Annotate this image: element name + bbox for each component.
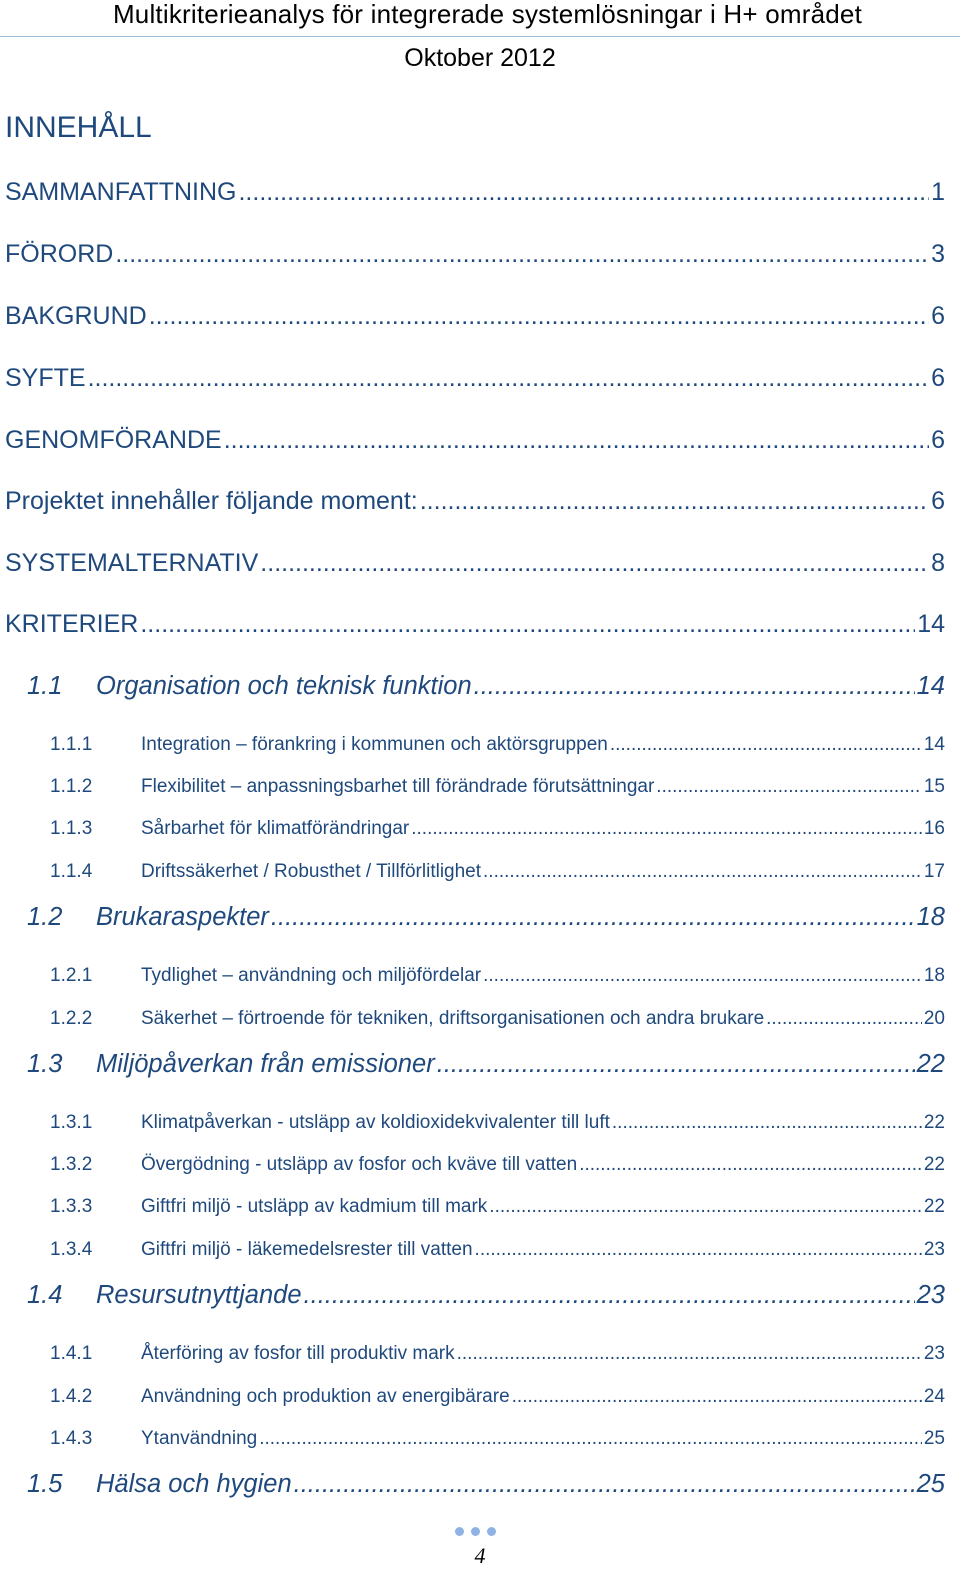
leader-dots bbox=[457, 1343, 922, 1365]
toc-entry-label: Giftfri miljö - utsläpp av kadmium till mark bbox=[141, 1196, 488, 1217]
toc-entry-genomforande[interactable] bbox=[5, 426, 945, 455]
toc-heading: INNEHÅLL bbox=[5, 111, 152, 144]
toc-entry-1-3-1[interactable] bbox=[50, 1112, 945, 1134]
toc-entry-page: 23 bbox=[916, 1281, 945, 1309]
toc-entry-page: 17 bbox=[923, 861, 945, 882]
toc-entry-label: Brukaraspekter bbox=[96, 903, 269, 931]
toc-entry-label: Driftssäkerhet / Robusthet / Tillförlitlighet bbox=[141, 861, 482, 882]
leader-dots bbox=[612, 1112, 922, 1134]
leader-dots bbox=[271, 903, 915, 932]
toc-entry-number: 1.2.1 bbox=[50, 965, 93, 986]
toc-entry-label: KRITERIER bbox=[5, 610, 139, 638]
toc-entry-1-1[interactable] bbox=[27, 672, 945, 701]
toc-entry-1-2[interactable] bbox=[27, 903, 945, 932]
toc-entry-1-1-4[interactable] bbox=[50, 861, 945, 883]
toc-entry-page: 22 bbox=[923, 1154, 945, 1175]
toc-entry-1-2-1[interactable] bbox=[50, 965, 945, 987]
leader-dots bbox=[483, 965, 922, 987]
toc-entry-number: 1.3.1 bbox=[50, 1112, 93, 1133]
toc-entry-page: 16 bbox=[923, 818, 945, 839]
toc-entry-1-3-4[interactable] bbox=[50, 1239, 945, 1261]
toc-entry-page: 24 bbox=[923, 1386, 945, 1407]
leader-dots bbox=[115, 240, 929, 269]
toc-entry-1-3[interactable] bbox=[27, 1050, 945, 1079]
toc-entry-1-3-3[interactable] bbox=[50, 1196, 945, 1218]
toc-entry-page: 6 bbox=[931, 487, 945, 515]
toc-entry-page: 14 bbox=[916, 672, 945, 700]
leader-dots bbox=[766, 1008, 922, 1030]
toc-entry-label: SYFTE bbox=[5, 364, 86, 392]
toc-entry-page: 1 bbox=[931, 178, 945, 206]
leader-dots bbox=[224, 426, 929, 455]
toc-entry-label: Giftfri miljö - läkemedelsrester till vatten bbox=[141, 1239, 473, 1260]
leader-dots bbox=[420, 487, 929, 516]
toc-entry-page: 6 bbox=[931, 364, 945, 392]
toc-entry-number: 1.4.3 bbox=[50, 1428, 93, 1449]
toc-entry-kriterier[interactable] bbox=[5, 610, 945, 639]
leader-dots bbox=[304, 1281, 915, 1310]
toc-entry-sammanfattning[interactable] bbox=[5, 178, 945, 207]
toc-entry-page: 6 bbox=[931, 426, 945, 454]
leader-dots bbox=[489, 1196, 922, 1218]
toc-entry-page: 23 bbox=[923, 1343, 945, 1364]
toc-entry-number: 1.2 bbox=[27, 903, 63, 931]
toc-entry-label: Återföring av fosfor till produktiv mark bbox=[141, 1343, 455, 1364]
toc-entry-number: 1.1.3 bbox=[50, 818, 93, 839]
toc-entry-label: Ytanvändning bbox=[141, 1428, 258, 1449]
toc-entry-page: 18 bbox=[923, 965, 945, 986]
toc-entry-number: 1.3.4 bbox=[50, 1239, 93, 1260]
toc-entry-number: 1.1 bbox=[27, 672, 63, 700]
toc-entry-label: Hälsa och hygien bbox=[96, 1470, 292, 1498]
toc-entry-1-4-3[interactable] bbox=[50, 1428, 945, 1450]
leader-dots bbox=[483, 861, 922, 883]
toc-entry-page: 14 bbox=[917, 610, 945, 638]
toc-entry-number: 1.4.2 bbox=[50, 1386, 93, 1407]
toc-entry-1-2-2[interactable] bbox=[50, 1008, 945, 1030]
toc-entry-label: Användning och produktion av energibärare bbox=[141, 1386, 510, 1407]
toc-entry-label: Säkerhet – förtroende för tekniken, driftsorganisationen och andra brukare bbox=[141, 1008, 765, 1029]
toc-entry-label: Organisation och teknisk funktion bbox=[96, 672, 472, 700]
toc-entry-page: 8 bbox=[931, 549, 945, 577]
leader-dots bbox=[437, 1050, 915, 1079]
footer-dot bbox=[455, 1527, 464, 1536]
toc-entry-page: 22 bbox=[923, 1196, 945, 1217]
toc-entry-label: SAMMANFATTNING bbox=[5, 178, 237, 206]
toc-entry-1-1-3[interactable] bbox=[50, 818, 945, 840]
toc-entry-1-4[interactable] bbox=[27, 1281, 945, 1310]
leader-dots bbox=[579, 1154, 922, 1176]
leader-dots bbox=[656, 776, 922, 798]
leader-dots bbox=[411, 818, 922, 840]
toc-entry-page: 20 bbox=[923, 1008, 945, 1029]
toc-entry-1-1-2[interactable] bbox=[50, 776, 945, 798]
toc-entry-page: 22 bbox=[916, 1050, 945, 1078]
footer-dot bbox=[487, 1527, 496, 1536]
toc-entry-label: GENOMFÖRANDE bbox=[5, 426, 222, 454]
toc-entry-number: 1.5 bbox=[27, 1470, 63, 1498]
toc-entry-page: 6 bbox=[931, 302, 945, 330]
toc-entry-number: 1.3 bbox=[27, 1050, 63, 1078]
leader-dots bbox=[140, 610, 915, 639]
toc-entry-1-4-2[interactable] bbox=[50, 1386, 945, 1408]
toc-entry-label: FÖRORD bbox=[5, 240, 114, 268]
toc-entry-page: 23 bbox=[923, 1239, 945, 1260]
leader-dots bbox=[474, 672, 915, 701]
footer-ornament bbox=[455, 1527, 496, 1536]
toc-entry-systemalternativ[interactable] bbox=[5, 549, 945, 578]
toc-entry-number: 1.4.1 bbox=[50, 1343, 93, 1364]
toc-entry-number: 1.3.3 bbox=[50, 1196, 93, 1217]
leader-dots bbox=[294, 1470, 915, 1499]
document-date: Oktober 2012 bbox=[404, 44, 556, 72]
toc-entry-page: 22 bbox=[923, 1112, 945, 1133]
leader-dots bbox=[610, 734, 922, 756]
toc-entry-number: 1.1.4 bbox=[50, 861, 93, 882]
toc-entry-projektet[interactable] bbox=[5, 487, 945, 516]
toc-entry-page: 3 bbox=[931, 240, 945, 268]
page-header bbox=[0, 0, 960, 37]
toc-entry-page: 25 bbox=[923, 1428, 945, 1449]
toc-entry-page: 15 bbox=[923, 776, 945, 797]
toc-entry-label: Övergödning - utsläpp av fosfor och kväve till vatten bbox=[141, 1154, 578, 1175]
toc-entry-page: 14 bbox=[923, 734, 945, 755]
toc-entry-label: Miljöpåverkan från emissioner bbox=[96, 1050, 435, 1078]
leader-dots bbox=[512, 1386, 922, 1408]
page-number: 4 bbox=[474, 1543, 486, 1568]
leader-dots bbox=[475, 1239, 922, 1261]
footer-dot bbox=[471, 1527, 480, 1536]
toc-entry-1-3-2[interactable] bbox=[50, 1154, 945, 1176]
toc-entry-label: Integration – förankring i kommunen och aktörsgruppen bbox=[141, 734, 608, 755]
toc-entry-number: 1.1.2 bbox=[50, 776, 93, 797]
toc-entry-label: BAKGRUND bbox=[5, 302, 147, 330]
leader-dots bbox=[259, 1428, 922, 1450]
toc-entry-1-4-1[interactable] bbox=[50, 1343, 945, 1365]
leader-dots bbox=[149, 302, 929, 331]
toc-entry-page: 25 bbox=[916, 1470, 945, 1498]
toc-entry-label: SYSTEMALTERNATIV bbox=[5, 549, 259, 577]
document-title: Multikriterieanalys för integrerade systemlösningar i H+ området bbox=[112, 0, 862, 29]
leader-dots bbox=[238, 178, 929, 207]
toc-entry-label: Tydlighet – användning och miljöfördelar bbox=[141, 965, 482, 986]
toc-entry-number: 1.2.2 bbox=[50, 1008, 93, 1029]
leader-dots bbox=[88, 364, 930, 393]
toc-entry-label: Resursutnyttjande bbox=[96, 1281, 302, 1309]
toc-entry-number: 1.3.2 bbox=[50, 1154, 93, 1175]
toc-entry-label: Projektet innehåller följande moment: bbox=[5, 487, 418, 515]
toc-entry-1-5[interactable] bbox=[27, 1470, 945, 1499]
toc-entry-label: Klimatpåverkan - utsläpp av koldioxidekvivalenter till luft bbox=[141, 1112, 610, 1133]
toc-entry-1-1-1[interactable] bbox=[50, 734, 945, 756]
leader-dots bbox=[260, 549, 929, 578]
toc-entry-syfte[interactable] bbox=[5, 364, 945, 393]
toc-entry-forord[interactable] bbox=[5, 240, 945, 269]
toc-entry-number: 1.4 bbox=[27, 1281, 63, 1309]
toc-entry-bakgrund[interactable] bbox=[5, 302, 945, 331]
toc-entry-page: 18 bbox=[916, 903, 945, 931]
toc-entry-label: Sårbarhet för klimatförändringar bbox=[141, 818, 410, 839]
toc-entry-label: Flexibilitet – anpassningsbarhet till förändrade förutsättningar bbox=[141, 776, 655, 797]
toc-entry-number: 1.1.1 bbox=[50, 734, 93, 755]
